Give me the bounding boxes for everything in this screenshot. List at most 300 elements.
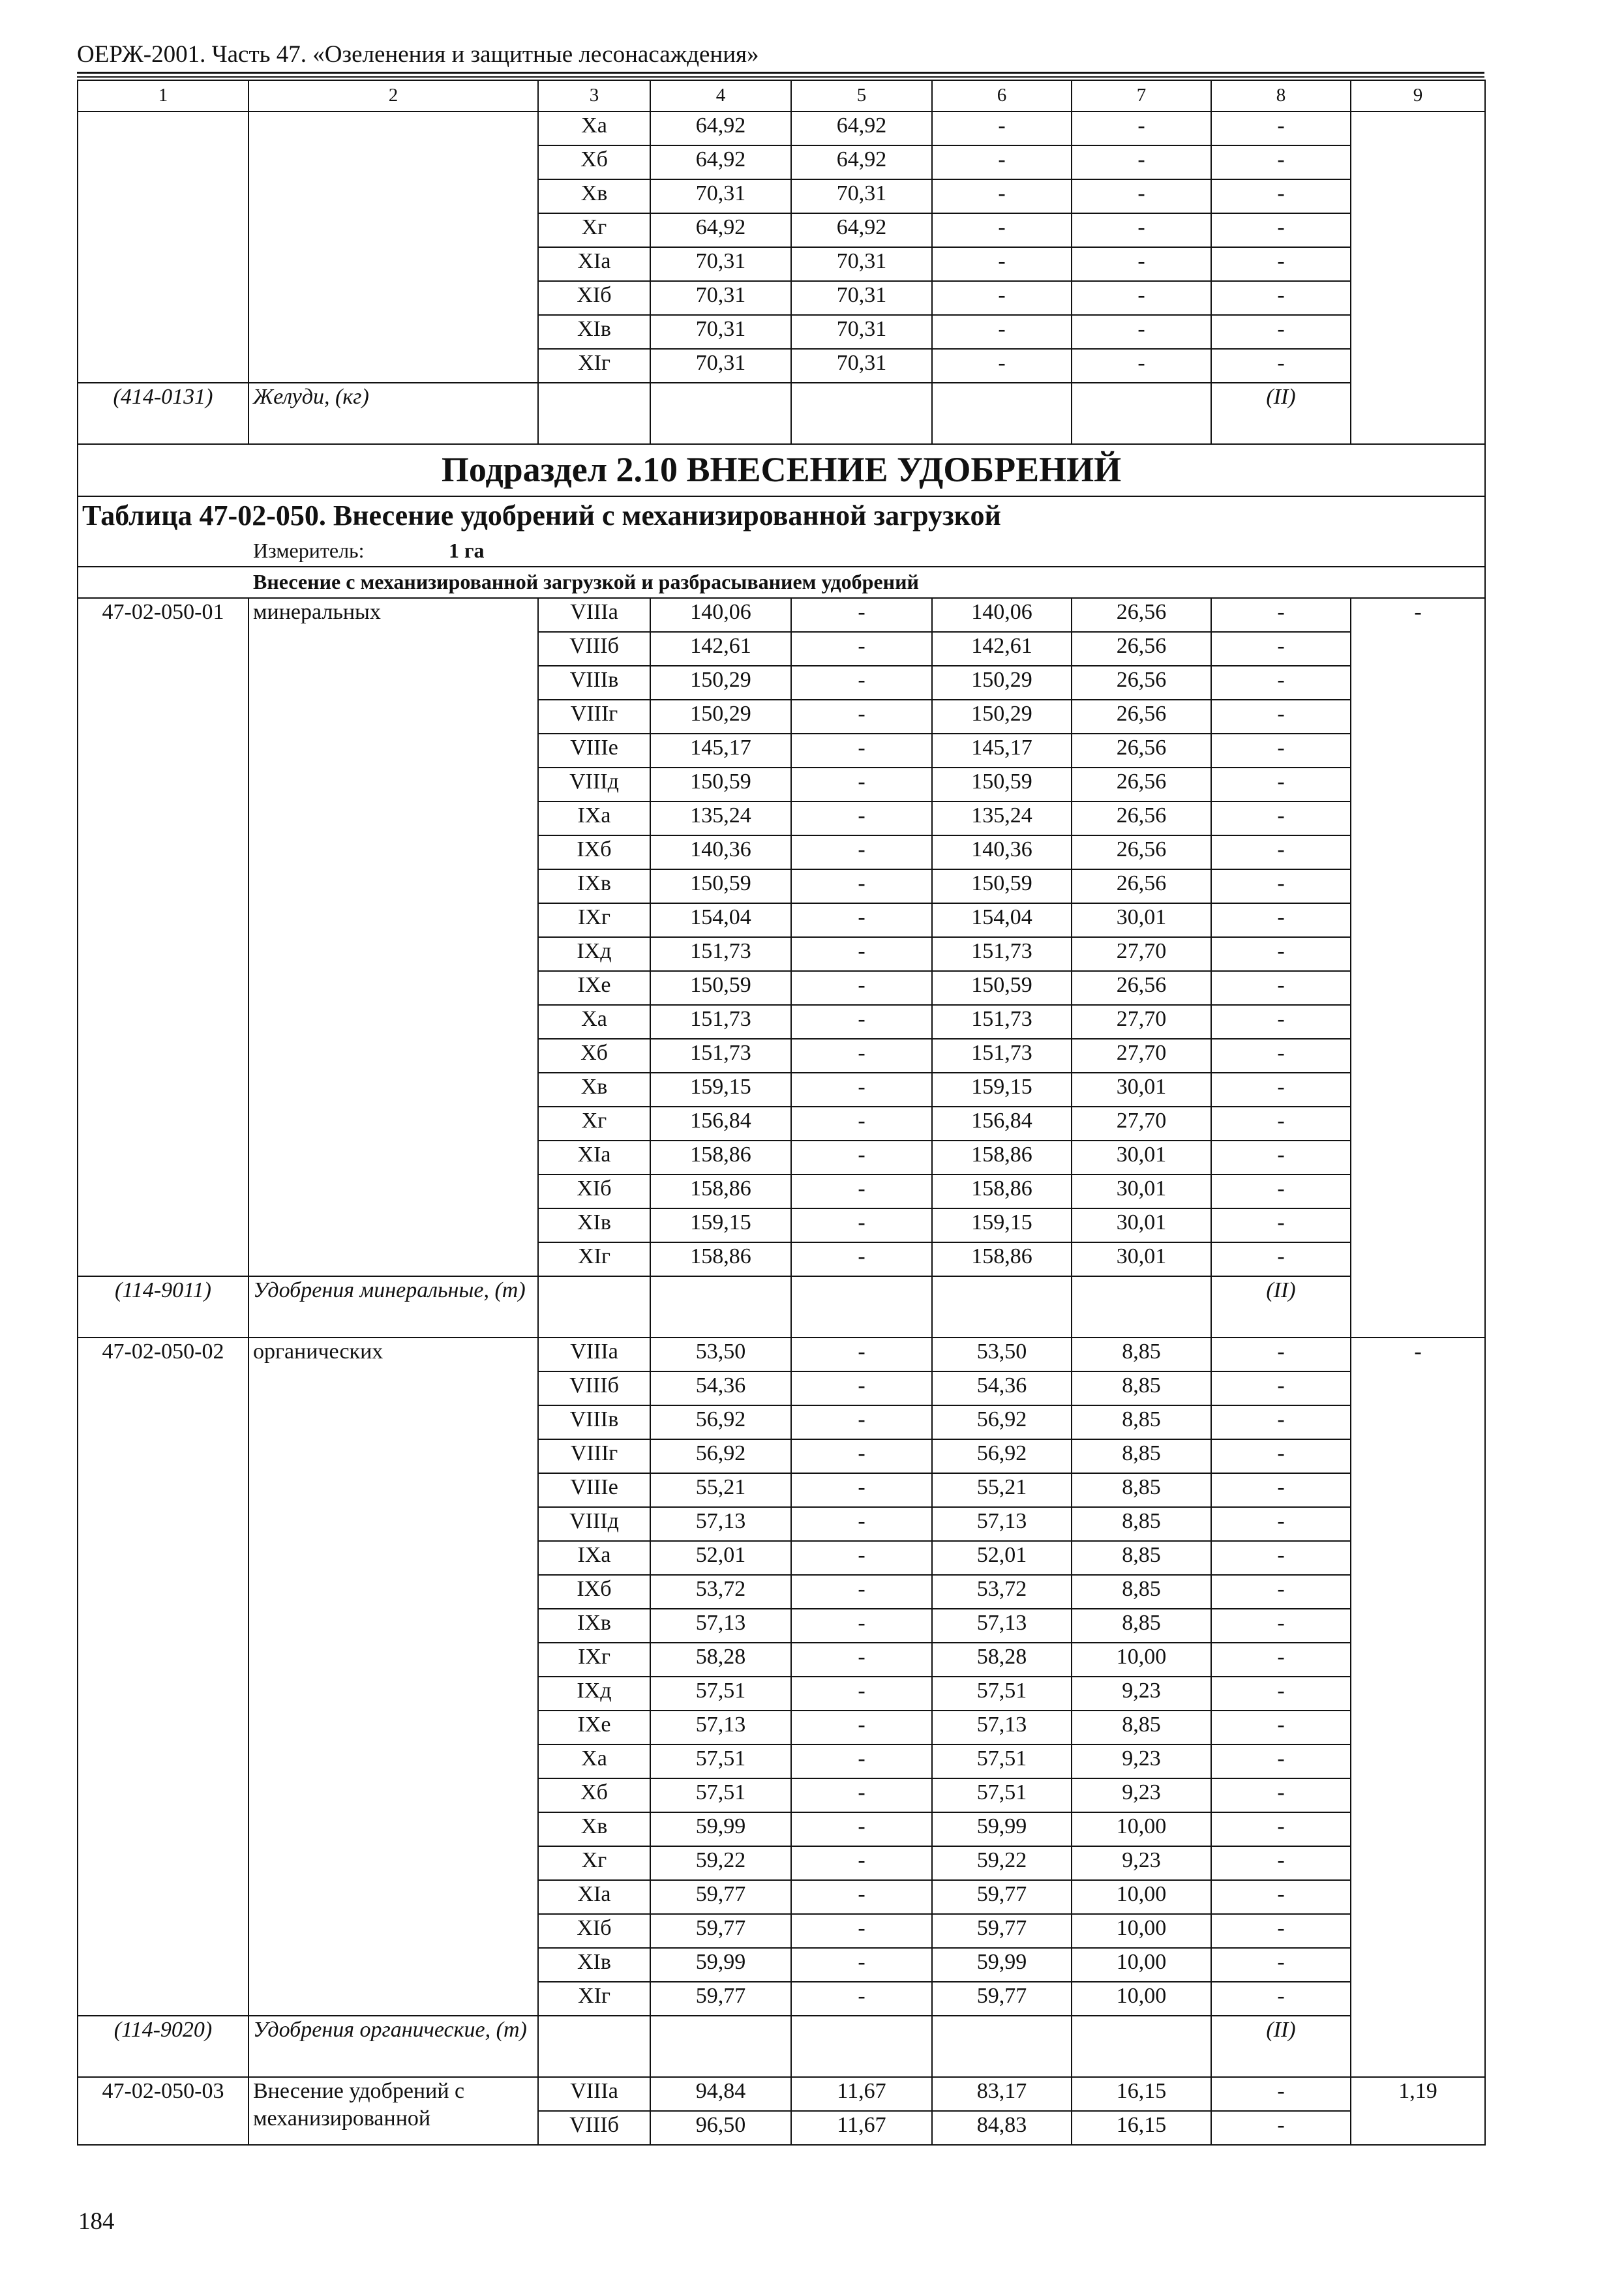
zone-cell: VIIIд [538,768,650,801]
zone-cell: Xб [538,1778,650,1812]
zone-cell: IXг [538,903,650,937]
zone-cell: XIa [538,1141,650,1174]
zone-cell: IXв [538,869,650,903]
value-cell: - [1211,1744,1351,1778]
value-cell: 59,99 [650,1948,791,1982]
zone-cell: XIг [538,1242,650,1276]
value-cell: 53,72 [650,1575,791,1609]
page-number: 184 [78,2208,115,2235]
value-cell: 9,23 [1072,1677,1211,1711]
value-cell: - [1211,247,1351,281]
value-cell: 57,51 [932,1778,1072,1812]
value-cell: 11,67 [791,2077,932,2111]
empty-cell [650,1276,791,1338]
value-cell: 53,72 [932,1575,1072,1609]
value-cell: - [1072,179,1211,213]
value-cell: - [1211,1846,1351,1880]
value-cell: - [1211,801,1351,835]
value-cell: 52,01 [650,1541,791,1575]
value-cell: - [791,1141,932,1174]
empty-cell [1072,2016,1211,2077]
value-cell: - [1211,1643,1351,1677]
value-cell: - [1072,145,1211,179]
value-cell: 59,77 [932,1982,1072,2016]
value-cell: - [791,666,932,700]
value-cell: - [1211,1338,1351,1371]
value-cell: - [791,1473,932,1507]
column-number: 3 [538,80,650,112]
value-cell: - [791,768,932,801]
value-cell: - [1211,1005,1351,1039]
value-cell: 64,92 [791,112,932,145]
value-cell: 8,85 [1072,1575,1211,1609]
value-cell: 150,59 [650,768,791,801]
column-number: 8 [1211,80,1351,112]
value-cell: 57,13 [650,1711,791,1744]
value-cell: - [932,281,1072,315]
value-cell: 59,77 [650,1982,791,2016]
value-cell: 8,85 [1072,1711,1211,1744]
value-cell: - [1211,1405,1351,1439]
zone-cell: XIб [538,281,650,315]
value-cell: - [1211,1778,1351,1812]
value-cell: 59,77 [650,1914,791,1948]
zone-cell: VIIIa [538,1338,650,1371]
value-cell: 57,13 [650,1507,791,1541]
value-cell: - [791,1174,932,1208]
value-cell: 59,99 [932,1812,1072,1846]
value-cell: 135,24 [650,801,791,835]
value-cell: - [1211,1439,1351,1473]
zone-cell: VIIIв [538,666,650,700]
value-cell: 70,31 [650,349,791,383]
empty-cell [932,2016,1072,2077]
value-cell: 9,23 [1072,1778,1211,1812]
zone-cell: Xг [538,213,650,247]
value-cell: - [791,1880,932,1914]
subsection-title: Подраздел 2.10 ВНЕСЕНИЕ УДОБРЕНИЙ [78,444,1485,496]
value-cell: - [1211,1677,1351,1711]
value-cell: - [1211,179,1351,213]
empty-cell [1072,383,1211,444]
empty-cell [538,1276,650,1338]
resource-name: Удобрения минеральные, (т) [248,1276,538,1338]
item-name-cell: органических [248,1338,538,2016]
value-cell: - [1211,903,1351,937]
value-cell: - [1211,835,1351,869]
zone-cell: IXa [538,1541,650,1575]
value-cell: - [791,734,932,768]
value-cell: - [1211,1242,1351,1276]
value-cell: 70,31 [791,349,932,383]
item-name-cell [248,112,538,383]
value-cell: 59,22 [932,1846,1072,1880]
value-cell: 158,86 [932,1242,1072,1276]
value-cell: 59,22 [650,1846,791,1880]
value-cell: - [1211,349,1351,383]
empty-cell [791,1276,932,1338]
value-cell: - [1072,349,1211,383]
value-cell: 10,00 [1072,1982,1211,2016]
value-cell: - [791,1575,932,1609]
item-name-cell: минеральных [248,598,538,1276]
value-cell: - [1072,281,1211,315]
value-cell: 27,70 [1072,1039,1211,1073]
zone-cell: Xв [538,1073,650,1107]
resource-class: (II) [1211,2016,1351,2077]
value-cell: 30,01 [1072,1174,1211,1208]
value-cell: - [1211,2077,1351,2111]
value-cell: - [791,1338,932,1371]
value-cell: 59,99 [650,1812,791,1846]
resource-row [78,1276,1485,1338]
value-cell: 26,56 [1072,971,1211,1005]
value-cell: 142,61 [650,632,791,666]
zone-cell: IXд [538,1677,650,1711]
value-cell: - [1211,598,1351,632]
value-cell: - [791,1982,932,2016]
value-cell: - [932,112,1072,145]
value-cell: 55,21 [932,1473,1072,1507]
value-cell: 56,92 [650,1439,791,1473]
value-cell: 70,31 [650,281,791,315]
value-cell: 8,85 [1072,1371,1211,1405]
column-number-row [78,80,1485,112]
item-code-cell: 47-02-050-02 [78,1338,248,2016]
value-cell: 158,86 [650,1141,791,1174]
value-cell: 57,51 [650,1677,791,1711]
value-cell: - [932,213,1072,247]
value-cell: - [791,1208,932,1242]
zone-cell: XIг [538,349,650,383]
table-row [78,1338,1485,1371]
value-cell: - [932,349,1072,383]
value-cell: - [791,1242,932,1276]
value-cell: 30,01 [1072,1141,1211,1174]
value-cell: 70,31 [791,281,932,315]
value-cell: 8,85 [1072,1609,1211,1643]
column-number: 6 [932,80,1072,112]
value-cell: 8,85 [1072,1405,1211,1439]
value-cell: - [791,903,932,937]
value-cell: - [791,1541,932,1575]
group-title: Внесение с механизированной загрузкой и разбрасыванием удобрений [78,567,1485,598]
zone-cell: Xa [538,1744,650,1778]
value-cell: 56,92 [650,1405,791,1439]
empty-cell [650,2016,791,2077]
value-cell: 83,17 [932,2077,1072,2111]
measure-label: Измеритель: [253,539,365,562]
value-cell: - [1211,1948,1351,1982]
value-cell: 58,28 [932,1643,1072,1677]
col9-cell: - [1351,1338,1485,2077]
value-cell: - [791,1812,932,1846]
zone-cell: IXд [538,937,650,971]
value-cell: 8,85 [1072,1439,1211,1473]
resource-code: (114-9011) [78,1276,248,1338]
value-cell: 158,86 [650,1242,791,1276]
value-cell: - [1211,700,1351,734]
value-cell: 56,92 [932,1405,1072,1439]
zone-cell: Xa [538,1005,650,1039]
value-cell: - [1211,1141,1351,1174]
value-cell: - [1211,734,1351,768]
zone-cell: VIIIе [538,734,650,768]
value-cell: - [1211,768,1351,801]
value-cell: 57,51 [650,1778,791,1812]
value-cell: 94,84 [650,2077,791,2111]
value-cell: 159,15 [932,1073,1072,1107]
value-cell: 30,01 [1072,1208,1211,1242]
value-cell: 57,51 [650,1744,791,1778]
zone-cell: Xa [538,112,650,145]
value-cell: 27,70 [1072,1107,1211,1141]
value-cell: 150,59 [932,768,1072,801]
value-cell: 53,50 [932,1338,1072,1371]
value-cell: 154,04 [932,903,1072,937]
value-cell: 140,36 [932,835,1072,869]
value-cell: 27,70 [1072,1005,1211,1039]
value-cell: 54,36 [932,1371,1072,1405]
empty-cell [932,383,1072,444]
value-cell: 96,50 [650,2111,791,2145]
col9-cell [1351,112,1485,444]
item-name-cell: Внесение удобрений с механизированной [248,2077,538,2145]
col9-cell: - [1351,598,1485,1338]
value-cell: - [791,1846,932,1880]
value-cell: 57,51 [932,1677,1072,1711]
value-cell: 140,06 [932,598,1072,632]
zone-cell: VIIIб [538,1371,650,1405]
value-cell: 64,92 [791,213,932,247]
value-cell: 26,56 [1072,598,1211,632]
value-cell: 135,24 [932,801,1072,835]
zone-cell: IXб [538,1575,650,1609]
value-cell: - [1211,1711,1351,1744]
value-cell: 150,59 [650,869,791,903]
zone-cell: IXе [538,971,650,1005]
value-cell: - [1211,1073,1351,1107]
zone-cell: VIIIб [538,2111,650,2145]
value-cell: 30,01 [1072,1242,1211,1276]
group-title-row [78,567,1485,598]
table-row [78,598,1485,632]
value-cell: - [1211,213,1351,247]
value-cell: 10,00 [1072,1643,1211,1677]
value-cell: - [1072,112,1211,145]
measure-row [78,537,1485,567]
value-cell: 150,59 [650,971,791,1005]
empty-cell [791,383,932,444]
resource-code: (114-9020) [78,2016,248,2077]
value-cell: 57,51 [932,1744,1072,1778]
zone-cell: VIIIa [538,2077,650,2111]
value-cell: 156,84 [932,1107,1072,1141]
value-cell: 145,17 [650,734,791,768]
value-cell: 140,06 [650,598,791,632]
value-cell: - [1211,1039,1351,1073]
zone-cell: XIa [538,247,650,281]
value-cell: 57,13 [932,1609,1072,1643]
empty-cell [1072,1276,1211,1338]
value-cell: - [791,1609,932,1643]
value-cell: - [1211,1208,1351,1242]
value-cell: 159,15 [932,1208,1072,1242]
zone-cell: XIв [538,315,650,349]
zone-cell: XIг [538,1982,650,2016]
value-cell: - [791,700,932,734]
value-cell: 64,92 [650,112,791,145]
value-cell: - [791,1107,932,1141]
column-number: 7 [1072,80,1211,112]
value-cell: 59,77 [650,1880,791,1914]
value-cell: 151,73 [650,937,791,971]
value-cell: 10,00 [1072,1880,1211,1914]
value-cell: 150,29 [932,700,1072,734]
zone-cell: IXa [538,801,650,835]
value-cell: 10,00 [1072,1948,1211,1982]
value-cell: 54,36 [650,1371,791,1405]
value-cell: 16,15 [1072,2077,1211,2111]
resource-name: Желуди, (кг) [248,383,538,444]
value-cell: - [791,835,932,869]
zone-cell: VIIIa [538,598,650,632]
value-cell: - [1211,1575,1351,1609]
value-cell: - [932,247,1072,281]
zone-cell: IXб [538,835,650,869]
value-cell: - [791,1778,932,1812]
zone-cell: XIв [538,1208,650,1242]
value-cell: 16,15 [1072,2111,1211,2145]
value-cell: - [791,801,932,835]
value-cell: - [791,869,932,903]
value-cell: 8,85 [1072,1507,1211,1541]
value-cell: 30,01 [1072,1073,1211,1107]
empty-cell [538,383,650,444]
value-cell: - [791,1744,932,1778]
column-number: 2 [248,80,538,112]
resource-class: (II) [1211,1276,1351,1338]
value-cell: 158,86 [932,1141,1072,1174]
value-cell: - [1211,112,1351,145]
value-cell: - [1211,145,1351,179]
value-cell: 26,56 [1072,632,1211,666]
resource-row [78,2016,1485,2077]
value-cell: - [1211,1880,1351,1914]
value-cell: 70,31 [791,247,932,281]
value-cell: 26,56 [1072,666,1211,700]
value-cell: 64,92 [650,145,791,179]
value-cell: 55,21 [650,1473,791,1507]
header-rule-thin [77,76,1484,78]
value-cell: 150,59 [932,971,1072,1005]
zone-cell: VIIIг [538,700,650,734]
value-cell: - [1211,1174,1351,1208]
value-cell: 52,01 [932,1541,1072,1575]
value-cell: - [1211,666,1351,700]
value-cell: 64,92 [791,145,932,179]
measure-cell [78,537,1485,567]
value-cell: 70,31 [650,247,791,281]
value-cell: - [1072,247,1211,281]
column-number: 4 [650,80,791,112]
value-cell: 11,67 [791,2111,932,2145]
value-cell: 159,15 [650,1208,791,1242]
zone-cell: Xб [538,1039,650,1073]
empty-cell [650,383,791,444]
measure-value: 1 га [449,539,485,562]
value-cell: 70,31 [650,179,791,213]
value-cell: - [791,937,932,971]
value-cell: - [791,1039,932,1073]
value-cell: 8,85 [1072,1338,1211,1371]
table-title: Таблица 47-02-050. Внесение удобрений с механизированной загрузкой [78,496,1485,537]
value-cell: - [1211,1107,1351,1141]
zone-cell: Xг [538,1107,650,1141]
value-cell: - [1211,315,1351,349]
zone-cell: XIa [538,1880,650,1914]
value-cell: 10,00 [1072,1812,1211,1846]
zone-cell: Xв [538,1812,650,1846]
value-cell: 26,56 [1072,869,1211,903]
value-cell: 84,83 [932,2111,1072,2145]
value-cell: - [1211,1473,1351,1507]
value-cell: 64,92 [650,213,791,247]
value-cell: 59,99 [932,1948,1072,1982]
value-cell: 53,50 [650,1338,791,1371]
value-cell: - [791,1005,932,1039]
column-number: 9 [1351,80,1485,112]
value-cell: - [1211,1914,1351,1948]
value-cell: - [1211,937,1351,971]
value-cell: 59,77 [932,1914,1072,1948]
value-cell: - [791,598,932,632]
value-cell: 156,84 [650,1107,791,1141]
zone-cell: IXе [538,1711,650,1744]
value-cell: 154,04 [650,903,791,937]
value-cell: 9,23 [1072,1744,1211,1778]
subsection-title-row [78,444,1485,496]
empty-cell [791,2016,932,2077]
header-rule [77,72,1484,74]
value-cell: - [791,1914,932,1948]
zone-cell: VIIIб [538,632,650,666]
zone-cell: Xв [538,179,650,213]
value-cell: 158,86 [650,1174,791,1208]
table-row [78,112,1485,145]
zone-cell: VIIIг [538,1439,650,1473]
value-cell: 58,28 [650,1643,791,1677]
item-code-cell [78,112,248,383]
value-cell: 151,73 [932,937,1072,971]
empty-cell [538,2016,650,2077]
resource-code: (414-0131) [78,383,248,444]
value-cell: - [1072,315,1211,349]
value-cell: - [791,1439,932,1473]
value-cell: - [791,1643,932,1677]
value-cell: - [1211,1371,1351,1405]
value-cell: 57,13 [650,1609,791,1643]
value-cell: - [791,971,932,1005]
value-cell: 57,13 [932,1711,1072,1744]
value-cell: 151,73 [650,1005,791,1039]
value-cell: - [1211,632,1351,666]
table-title-row [78,496,1485,537]
value-cell: 56,92 [932,1439,1072,1473]
value-cell: 26,56 [1072,801,1211,835]
value-cell: 26,56 [1072,768,1211,801]
value-cell: 26,56 [1072,734,1211,768]
